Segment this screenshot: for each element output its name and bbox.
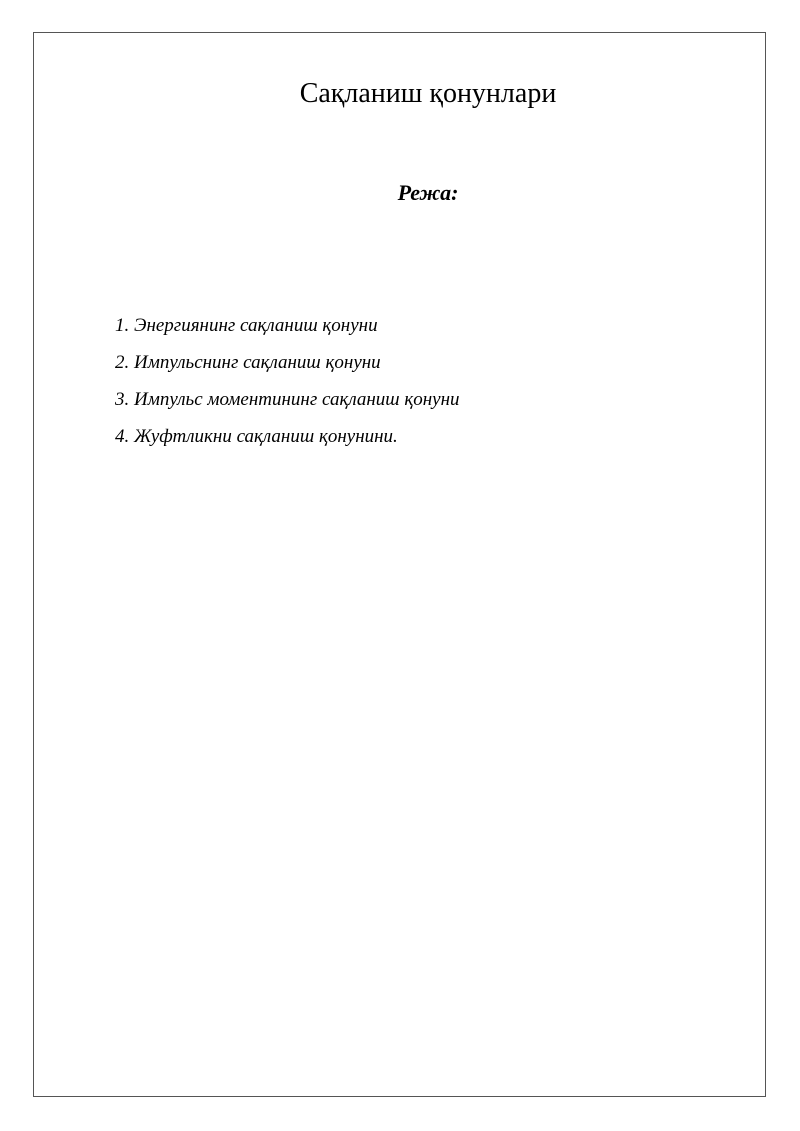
plan-item-number: 3. [115,389,130,410]
plan-list [115,314,460,462]
plan-item-text: Жуфтликни сақланиш қонунини. [134,426,398,447]
plan-item [115,388,460,425]
plan-item-text: Энергиянинг сақланиш қонуни [134,315,378,336]
plan-item [115,425,460,462]
plan-item-text: Импульс моментининг сақланиш қонуни [134,389,460,410]
plan-item-number: 1. [115,315,130,336]
plan-item [115,314,460,351]
plan-item [115,351,460,388]
document-title: Сақланиш қонунлари [299,78,557,109]
plan-item-text: Импульснинг сақланиш қонуни [134,352,381,373]
plan-item-number: 4. [115,426,130,447]
plan-heading: Режа: [397,180,459,205]
plan-item-number: 2. [115,352,130,373]
